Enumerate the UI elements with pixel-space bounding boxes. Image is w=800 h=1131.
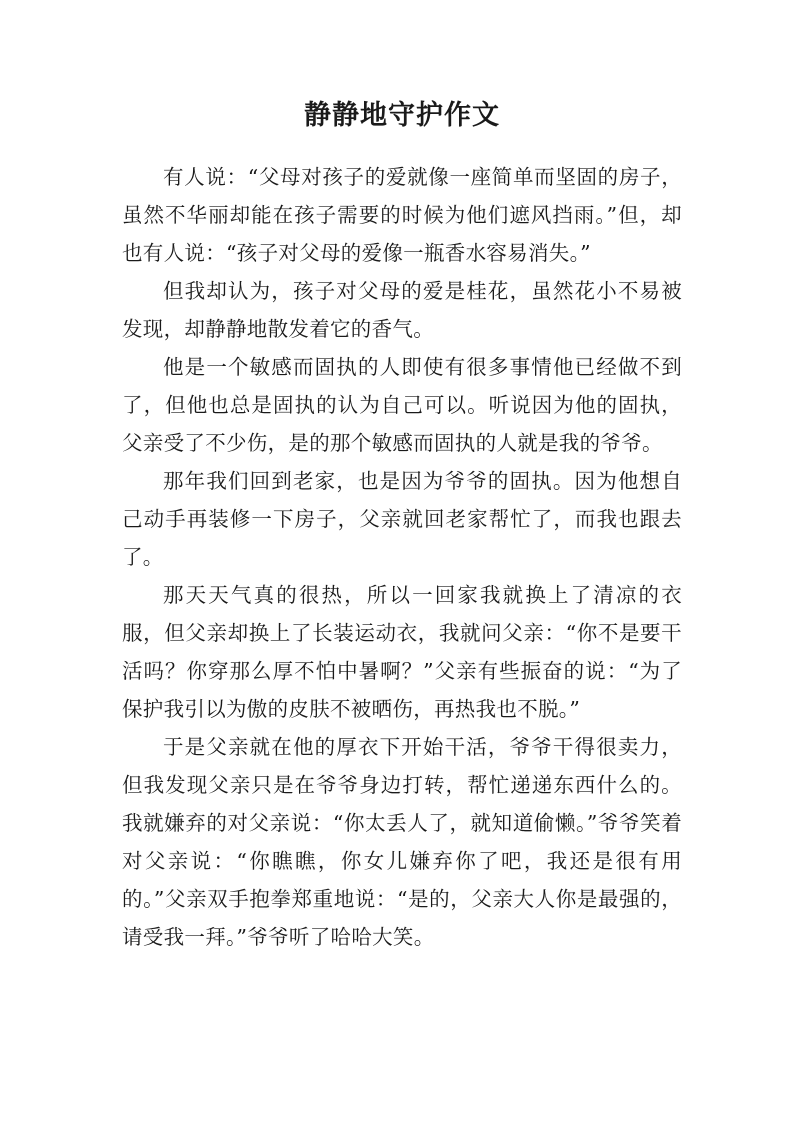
paragraph-6: 于是父亲就在他的厚衣下开始干活，爷爷干得很卖力，但我发现父亲只是在爷爷身边打转，帮忙递递东西什么的。我就嫌弃的对父亲说：“你太丢人了，就知道偷懒。”爷爷笑着对父亲说：“你瞧瞧，你女儿嫌弃你了吧，我还是很有用的。”父亲双手抱拳郑重地说：“是的，父亲大人你是最强的，请受我一拜。”爷爷听了哈哈大笑。 xyxy=(122,735,682,949)
document-title: 静静地守护作文 xyxy=(304,100,500,131)
paragraph-3: 他是一个敏感而固执的人即使有很多事情他已经做不到了，但他也总是固执的认为自己可以。听说因为他的固执，父亲受了不少伤，是的那个敏感而固执的人就是我的爷爷。 xyxy=(122,355,682,455)
paragraph-4: 那年我们回到老家，也是因为爷爷的固执。因为他想自己动手再装修一下房子，父亲就回老家帮忙了，而我也跟去了。 xyxy=(122,469,682,569)
paragraph-2: 但我却认为，孩子对父母的爱是桂花，虽然花小不易被发现，却静静地散发着它的香气。 xyxy=(122,279,682,341)
paragraph-5: 那天天气真的很热，所以一回家我就换上了清凉的衣服，但父亲却换上了长装运动衣，我就问父亲：“你不是要干活吗？你穿那么厚不怕中暑啊？”父亲有些振奋的说：“为了保护我引以为傲的皮肤不被晒伤，再热我也不脱。” xyxy=(122,583,682,721)
paragraph-1: 有人说：“父母对孩子的爱就像一座简单而坚固的房子，虽然不华丽却能在孩子需要的时候为他们遮风挡雨。”但，却也有人说：“孩子对父母的爱像一瓶香水容易消失。” xyxy=(122,165,682,265)
